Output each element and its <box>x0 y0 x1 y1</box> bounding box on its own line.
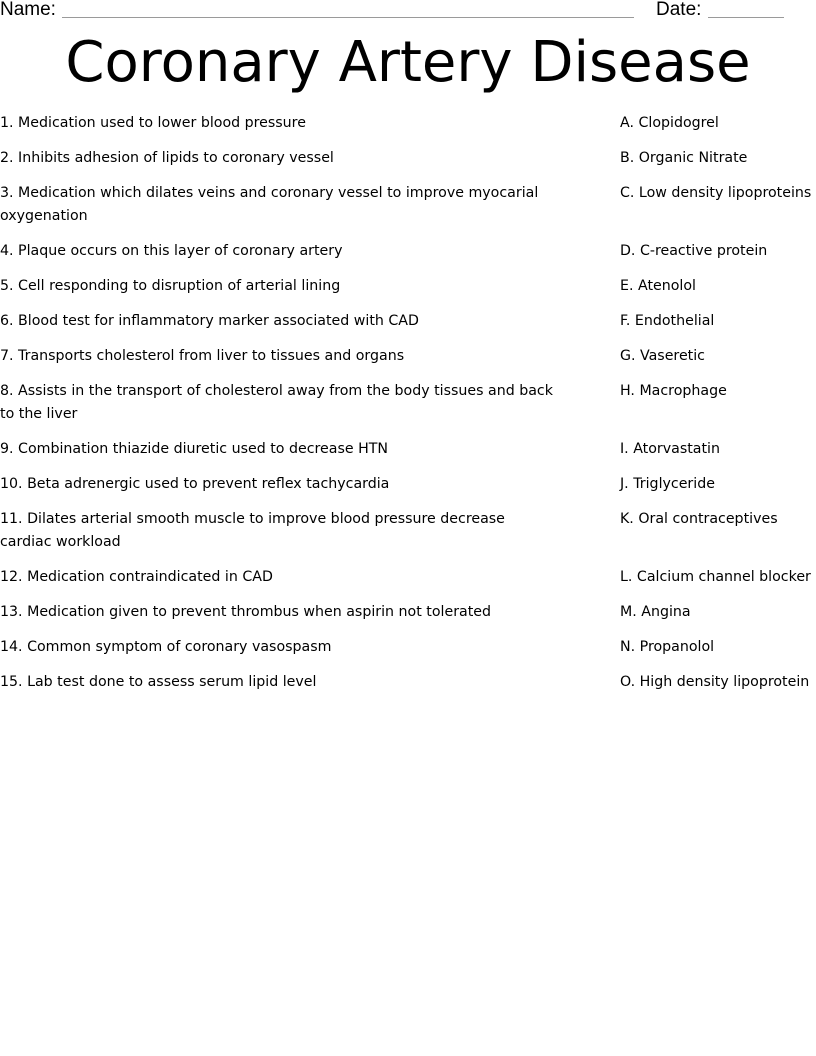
clue-text: 14. Common symptom of coronary vasospasm <box>0 639 332 655</box>
answer-option: C. Low density lipoproteins <box>620 185 812 201</box>
clue-text: 6. Blood test for inflammatory marker associated with CAD <box>0 313 419 329</box>
clue-text: 12. Medication contraindicated in CAD <box>0 569 273 585</box>
answer-option: J. Triglyceride <box>620 476 715 492</box>
answer-option: O. High density lipoprotein <box>620 674 810 690</box>
matching-row <box>0 671 816 694</box>
clue-text: 15. Lab test done to assess serum lipid level <box>0 674 317 690</box>
matching-row <box>0 636 816 659</box>
clue-text: 1. Medication used to lower blood pressure <box>0 115 306 131</box>
date-label: Date: <box>656 0 702 20</box>
answer-option: F. Endothelial <box>620 313 715 329</box>
name-label: Name: <box>0 0 56 20</box>
clue-text: 10. Beta adrenergic used to prevent reflex tachycardia <box>0 476 390 492</box>
clue-text: 4. Plaque occurs on this layer of coronary artery <box>0 243 343 259</box>
matching-row <box>0 182 816 228</box>
matching-row <box>0 240 816 263</box>
matching-row <box>0 508 816 554</box>
answer-option: L. Calcium channel blocker <box>620 569 811 585</box>
clue-text: 8. Assists in the transport of cholesterol away from the body tissues and back to the liver <box>0 383 553 422</box>
matching-row <box>0 473 816 496</box>
page-title: Coronary Artery Disease <box>65 30 751 95</box>
matching-list <box>0 112 816 706</box>
answer-option: N. Propanolol <box>620 639 715 655</box>
answer-option: M. Angina <box>620 604 691 620</box>
answer-option: D. C-reactive protein <box>620 243 768 259</box>
answer-option: K. Oral contraceptives <box>620 511 778 527</box>
answer-option: I. Atorvastatin <box>620 441 720 457</box>
matching-row <box>0 566 816 589</box>
matching-row <box>0 380 816 426</box>
matching-row <box>0 601 816 624</box>
matching-row <box>0 438 816 461</box>
clue-text: 2. Inhibits adhesion of lipids to coronary vessel <box>0 150 334 166</box>
matching-row <box>0 147 816 170</box>
matching-row <box>0 112 816 135</box>
matching-row <box>0 310 816 333</box>
answer-option: G. Vaseretic <box>620 348 705 364</box>
clue-text: 9. Combination thiazide diuretic used to decrease HTN <box>0 441 389 457</box>
matching-row <box>0 275 816 298</box>
matching-row <box>0 345 816 368</box>
clue-text: 11. Dilates arterial smooth muscle to improve blood pressure decrease cardiac workload <box>0 511 505 550</box>
answer-option: B. Organic Nitrate <box>620 150 748 166</box>
clue-text: 13. Medication given to prevent thrombus when aspirin not tolerated <box>0 604 492 620</box>
clue-text: 5. Cell responding to disruption of arterial lining <box>0 278 341 294</box>
date-field-line <box>708 17 784 18</box>
answer-option: E. Atenolol <box>620 278 696 294</box>
name-field-line <box>62 17 634 18</box>
clue-text: 7. Transports cholesterol from liver to tissues and organs <box>0 348 405 364</box>
answer-option: A. Clopidogrel <box>620 115 719 131</box>
clue-text: 3. Medication which dilates veins and coronary vessel to improve myocarial oxygenation <box>0 185 539 224</box>
answer-option: H. Macrophage <box>620 383 727 399</box>
worksheet-header <box>0 0 816 24</box>
